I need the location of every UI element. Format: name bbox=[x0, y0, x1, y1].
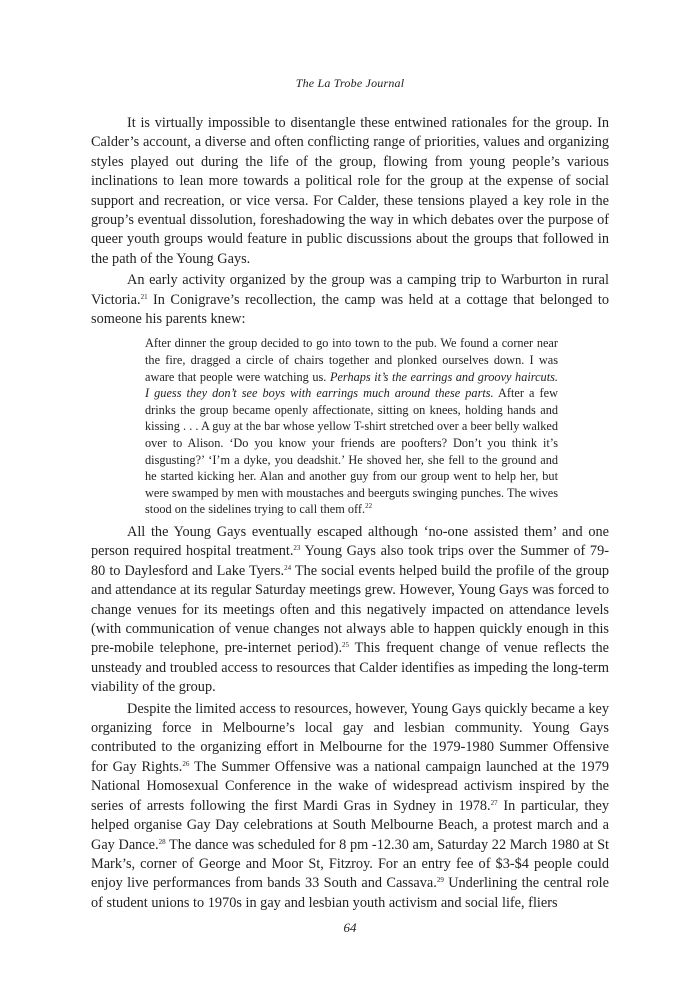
text-run: In particular, they helped organise Gay Day celebrations at South Melbourne Beach, a protest march and a Gay Dance. bbox=[91, 797, 609, 853]
block-quote bbox=[145, 335, 558, 518]
footnote-ref: 25 bbox=[342, 641, 350, 650]
text-run: After a few drinks the group became openly affectionate, sitting on knees, holding hands and kissing . . . A guy at the bar whose yellow T-shirt stretched over a beer belly walked over to Alison. ‘Do you know your friends are poofters? Don’t you think it’s disgusting?’ ‘I’m a dyke, you deadshit.’ He shoved her, she fell to the ground and he started kicking her. Alan and another guy from our group went to help her, but were swamped by men with moustaches and beerguts swinging punches. The wives stood on the sidelines trying to call them off. bbox=[145, 386, 558, 517]
text-run: In Conigrave’s recollection, the camp was held at a cottage that belonged to someone his parents knew: bbox=[91, 291, 609, 328]
text-run: Underlining the central role of student unions to 1970s in gay and lesbian youth activism and social life, fliers bbox=[91, 875, 609, 911]
text-run: The dance was scheduled for 8 pm -12.30 am, Saturday 22 March 1980 at St Mark’s, corner of George and Moor St, Fitzroy. For an entry fee of $3-$4 people could enjoy live performances from bands 33 South and Cassava. bbox=[91, 836, 610, 892]
text-run: After dinner the group decided to go into town to the pub. We found a corner near the fire, dragged a circle of chairs together and plonked ourselves down. I was aware that people were watching us. bbox=[145, 336, 558, 384]
text-run: This frequent change of venue reflects the unsteady and troubled access to resources that Calder identifies as impeding the long-term viability of the group. bbox=[91, 640, 610, 696]
text-run: Despite the limited access to resources, however, Young Gays quickly became a key organizing force in Melbourne’s local gay and lesbian community. Young Gays contributed to the organizing effort in Melbourne for the 1979-1980 Summer Offensive for Gay Rights. bbox=[91, 700, 609, 775]
paragraph bbox=[91, 114, 609, 269]
paragraph bbox=[91, 271, 609, 329]
italic-text: Perhaps it’s the earrings and groovy haircuts. I guess they don’t see boys with earrings much around these parts. bbox=[145, 369, 558, 401]
page-number: 64 bbox=[343, 920, 357, 935]
running-head: The La Trobe Journal bbox=[295, 76, 405, 90]
paragraph bbox=[91, 523, 609, 698]
text-run: It is virtually impossible to disentangle these entwined rationales for the group. In Calder’s account, a diverse and often conflicting range of priorities, values and organizing styles played out during the life of the group, flowing from young people’s various inclinations to lean more towards a political role for the group at the expense of social support and recreation, or vice versa. For Calder, these tensions played a key role in the group’s eventual dissolution, foreshadowing the way in which debates over the purpose of queer youth groups would feature in public discussions about the groups that followed in the path of the Young Gays. bbox=[91, 115, 609, 267]
footnote-ref: 22 bbox=[365, 502, 373, 511]
paragraph bbox=[91, 700, 609, 913]
footnote-ref: 26 bbox=[182, 759, 190, 768]
text-run: All the Young Gays eventually escaped although ‘no-one assisted them’ and one person required hospital treatment. bbox=[91, 524, 609, 560]
footnote-ref: 29 bbox=[436, 876, 444, 885]
text-run: The social events helped build the profile of the group and attendance at its regular Saturday meetings grew. However, Young Gays was forced to change venues for its meetings often and this negatively impacted on attendance levels (with communication of venue changes not always able to happen quickly enough in this pre-mobile telephone, pre-internet period). bbox=[91, 562, 609, 657]
body-text bbox=[91, 114, 609, 913]
footnote-ref: 24 bbox=[284, 563, 292, 572]
footnote-ref: 28 bbox=[158, 837, 166, 846]
footnote-ref: 21 bbox=[140, 292, 148, 301]
text-run: The Summer Offensive was a national campaign launched at the 1979 National Homosexual Conference in the wake of widespread activism inspired by the series of arrests following the first Mardi Gras in Sydney in 1978. bbox=[91, 758, 609, 814]
footnote-ref: 27 bbox=[490, 798, 498, 807]
footnote-ref: 23 bbox=[293, 544, 301, 553]
text-run: Young Gays also took trips over the Summer of 79-80 to Daylesford and Lake Tyers. bbox=[91, 543, 609, 579]
text-run: An early activity organized by the group was a camping trip to Warburton in rural Victoria. bbox=[91, 272, 609, 308]
